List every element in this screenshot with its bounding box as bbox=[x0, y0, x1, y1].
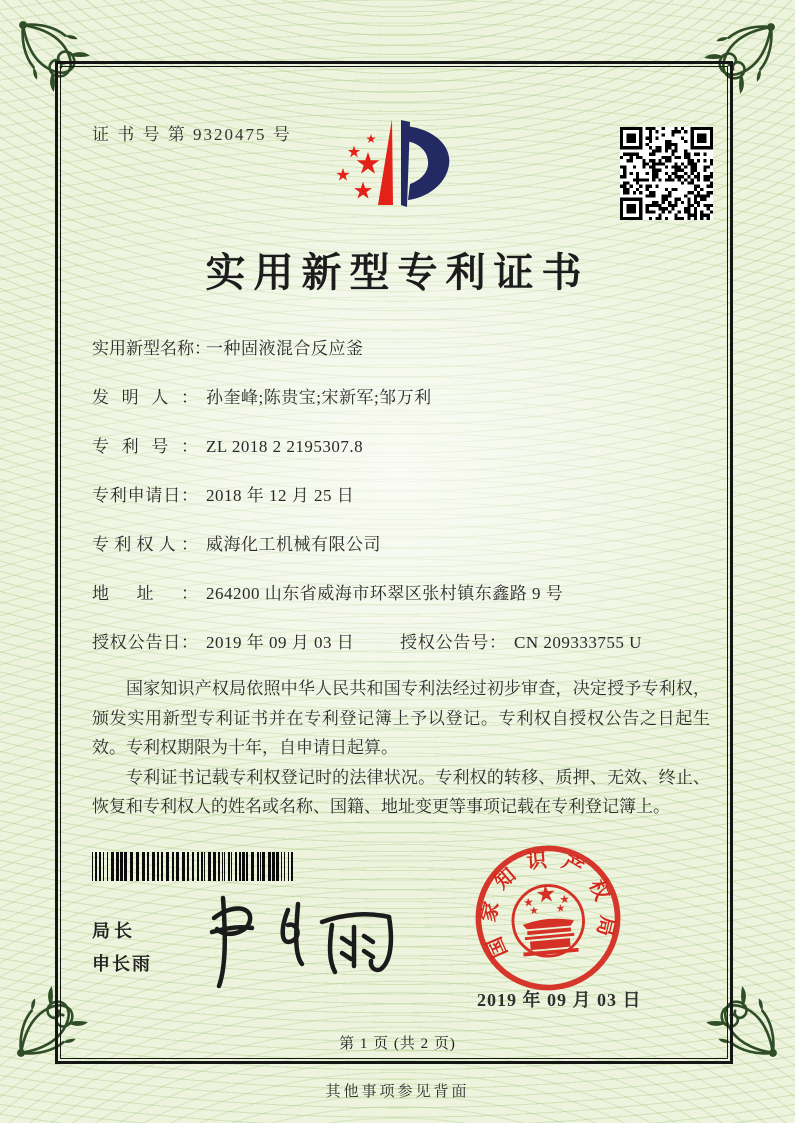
seal-emblem bbox=[510, 882, 586, 959]
legal-paragraph: 专利证书记载专利权登记时的法律状况。专利权的转移、质押、无效、终止、恢复和专利权人的姓名或名称、国籍、地址变更等事项记载在专利登记簿上。 bbox=[92, 767, 710, 816]
field-list bbox=[92, 335, 710, 678]
field-label: 发明人： bbox=[92, 388, 198, 407]
field-label: 地址： bbox=[92, 584, 198, 603]
field-patentee bbox=[92, 531, 710, 559]
legal-paragraph: 国家知识产权局依照中华人民共和国专利法经过初步审查，决定授予专利权，颁发实用新型专利证书并在专利登记簿上予以登记。专利权自授权公告之日起生效。专利权期限为十年，自申请日起算。 bbox=[92, 679, 710, 757]
qr-code bbox=[620, 127, 713, 220]
grant-date-group bbox=[92, 633, 354, 652]
seal-date: 2019 年 09 月 03 日 bbox=[477, 990, 642, 1010]
field-grant-row bbox=[92, 629, 710, 657]
field-value: 264200 山东省威海市环翠区张村镇东鑫路 9 号 bbox=[206, 584, 564, 603]
field-label: 专利号： bbox=[92, 437, 198, 456]
field-label: 专利申请日： bbox=[92, 486, 198, 505]
field-value: 威海化工机械有限公司 bbox=[206, 535, 381, 554]
legal-text bbox=[92, 674, 710, 822]
grant-number-group bbox=[400, 629, 642, 657]
director-signature bbox=[192, 886, 402, 991]
field-label: 专利权人： bbox=[92, 535, 198, 554]
field-value: 2018 年 12 月 25 日 bbox=[206, 486, 355, 505]
cnipa-seal bbox=[460, 830, 636, 1006]
field-address bbox=[92, 580, 710, 608]
cnipa-logo-icon bbox=[322, 104, 472, 234]
field-label: 授权公告日： bbox=[92, 633, 198, 652]
field-patent-number bbox=[92, 433, 710, 461]
field-value: 2019 年 09 月 03 日 bbox=[206, 633, 355, 652]
field-utility-model-name bbox=[92, 335, 710, 363]
field-inventors bbox=[92, 384, 710, 412]
field-value: 孙奎峰;陈贵宝;宋新军;邹万利 bbox=[206, 388, 432, 407]
barcode bbox=[90, 851, 296, 882]
field-label: 授权公告号： bbox=[400, 633, 506, 652]
page-number: 第 1 页 (共 2 页) bbox=[339, 1036, 456, 1052]
field-value: 一种固液混合反应釜 bbox=[206, 339, 364, 358]
back-side-note: 其他事项参见背面 bbox=[325, 1084, 470, 1100]
seal-text: 国家知识产权局 bbox=[477, 848, 619, 961]
director-name: 申长雨 bbox=[92, 954, 152, 974]
field-label: 实用新型名称： bbox=[92, 339, 211, 358]
certificate-title: 实用新型专利证书 bbox=[205, 250, 590, 295]
field-value: CN 209333755 U bbox=[514, 633, 642, 652]
certificate-number: 证 书 号 第 9320475 号 bbox=[92, 125, 292, 144]
field-value: ZL 2018 2 2195307.8 bbox=[206, 437, 364, 456]
director-title: 局长 bbox=[92, 921, 136, 941]
field-filing-date bbox=[92, 482, 710, 510]
